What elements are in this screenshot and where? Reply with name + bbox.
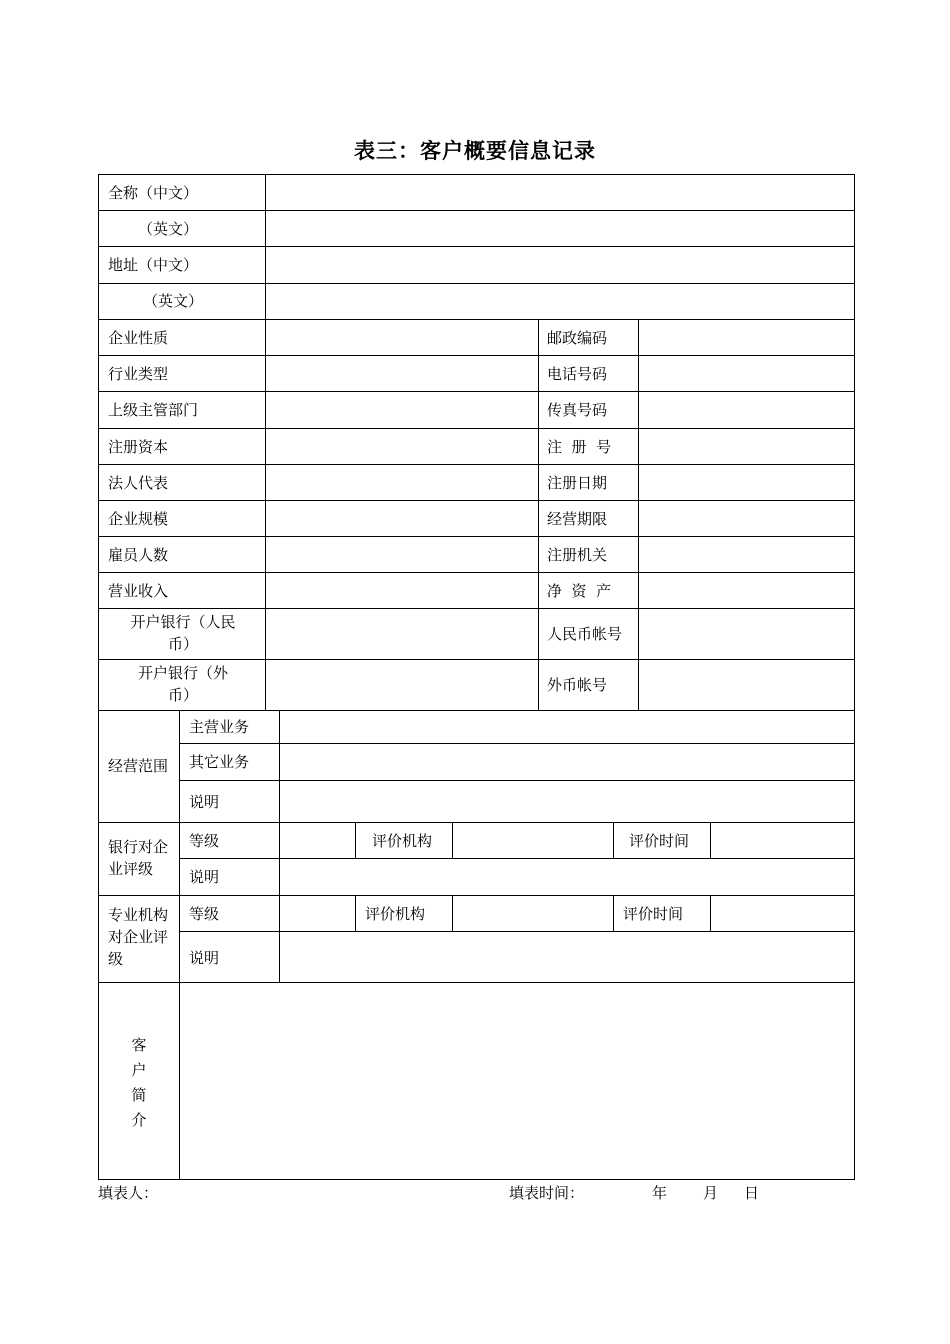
label-scope-note: 说明	[189, 793, 220, 811]
row-divider	[98, 822, 855, 823]
row-divider	[98, 536, 855, 537]
label-fax: 传真号码	[547, 401, 608, 419]
row-divider	[98, 355, 855, 356]
label-bank-rating-line2: 业评级	[108, 860, 154, 878]
intro-char: 介	[131, 1111, 147, 1129]
label-pro-rating-line2: 对企业评	[108, 928, 169, 946]
label-bank-note: 说明	[189, 868, 220, 886]
column-divider	[638, 319, 639, 710]
row-divider	[98, 246, 855, 247]
filler-label: 填表人：	[98, 1184, 159, 1202]
intro-char: 户	[131, 1061, 147, 1079]
column-divider	[355, 822, 356, 858]
row-divider	[98, 283, 855, 284]
row-divider	[179, 931, 855, 932]
row-divider	[98, 608, 855, 609]
row-divider	[98, 319, 855, 320]
label-capital: 注册资本	[108, 438, 169, 456]
label-business-scope: 经营范围	[108, 757, 169, 775]
column-divider	[265, 174, 266, 710]
label-scale: 企业规模	[108, 510, 169, 528]
label-reg-authority: 注册机关	[547, 546, 608, 564]
label-pro-time: 评价时间	[623, 905, 684, 923]
column-divider	[710, 895, 711, 931]
label-pro-rating-line1: 专业机构	[108, 906, 169, 924]
label-postcode: 邮政编码	[547, 329, 608, 347]
column-divider	[710, 822, 711, 858]
label-address-en: （英文）	[143, 292, 204, 310]
row-divider	[98, 982, 855, 983]
column-divider	[452, 895, 453, 931]
row-divider	[98, 572, 855, 573]
label-revenue: 营业收入	[108, 582, 169, 600]
column-divider	[613, 895, 614, 931]
label-fullname-en: （英文）	[138, 220, 199, 238]
label-bank-rmb	[108, 611, 258, 655]
label-bank-rating	[108, 836, 168, 880]
intro-char: 简	[131, 1086, 147, 1104]
label-bank-rmb-line1: 开户银行（人民	[130, 613, 236, 631]
label-legal-rep: 法人代表	[108, 474, 169, 492]
row-divider	[98, 710, 855, 711]
label-employees: 雇员人数	[108, 546, 169, 564]
row-divider	[179, 858, 855, 859]
row-divider	[98, 391, 855, 392]
label-phone: 电话号码	[547, 365, 608, 383]
month-label: 月	[703, 1184, 719, 1202]
label-pro-note: 说明	[189, 949, 220, 967]
label-reg-no: 注 册 号	[547, 438, 612, 456]
fill-date-label: 填表时间：	[509, 1184, 585, 1202]
row-divider	[98, 428, 855, 429]
label-main-business: 主营业务	[189, 718, 250, 736]
label-term: 经营期限	[547, 510, 608, 528]
row-divider	[179, 780, 855, 781]
intro-char: 客	[131, 1036, 147, 1054]
label-bank-fx	[108, 662, 258, 706]
column-divider	[179, 710, 180, 1180]
column-divider	[538, 319, 539, 710]
label-fullname-cn: 全称（中文）	[108, 184, 199, 202]
day-label: 日	[744, 1184, 760, 1202]
column-divider	[452, 822, 453, 858]
label-bank-grade: 等级	[189, 832, 220, 850]
label-pro-rating-line3: 级	[108, 950, 124, 968]
column-divider	[613, 822, 614, 858]
page-title: 表三：客户概要信息记录	[354, 138, 596, 163]
label-bank-agency: 评价机构	[372, 832, 433, 850]
label-pro-grade: 等级	[189, 905, 220, 923]
row-divider	[98, 895, 855, 896]
row-divider	[98, 500, 855, 501]
label-nature: 企业性质	[108, 329, 169, 347]
label-bank-fx-line1: 开户银行（外	[137, 664, 228, 682]
row-divider	[179, 743, 855, 744]
label-net-assets: 净 资 产	[547, 582, 612, 600]
label-bank-rating-line1: 银行对企	[108, 838, 169, 856]
column-divider	[355, 895, 356, 931]
label-pro-rating	[108, 904, 168, 970]
row-divider	[98, 659, 855, 660]
year-label: 年	[652, 1184, 668, 1202]
label-fx-account: 外币帐号	[547, 676, 608, 694]
label-address-cn: 地址（中文）	[108, 256, 199, 274]
label-rmb-account: 人民币帐号	[547, 625, 623, 643]
label-bank-rmb-line2: 币）	[167, 635, 198, 653]
label-reg-date: 注册日期	[547, 474, 608, 492]
label-other-business: 其它业务	[189, 753, 250, 771]
row-divider	[98, 464, 855, 465]
row-divider	[98, 210, 855, 211]
label-superior: 上级主管部门	[108, 401, 199, 419]
label-customer-intro	[129, 1033, 149, 1133]
label-pro-agency: 评价机构	[365, 905, 426, 923]
column-divider	[279, 710, 280, 982]
label-bank-time: 评价时间	[629, 832, 690, 850]
label-bank-fx-line2: 币）	[167, 686, 198, 704]
label-industry: 行业类型	[108, 365, 169, 383]
